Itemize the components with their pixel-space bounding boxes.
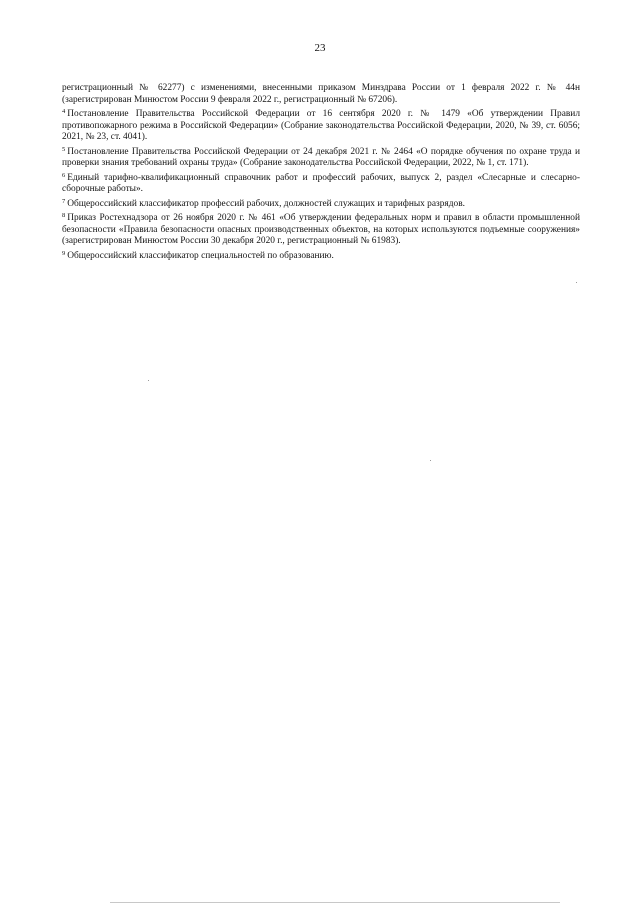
scan-speck	[148, 380, 149, 381]
footnote-marker: 9	[62, 249, 66, 257]
footnote-marker: 6	[62, 171, 66, 179]
footnote-text: Общероссийский классификатор профессий рабочих, должностей служащих и тарифных разрядов.	[67, 198, 465, 209]
footnote-text: Приказ Ростехнадзора от 26 ноября 2020 г. № 461 «Об утверждении федеральных норм и правил в области промышленной безопасности «Правила безопасности опасных производственных объектов, на которых используются подъемные сооружения» (зарегистрирован Минюстом России 30 декабря 2020 г., регистрационный № 61983).	[62, 213, 580, 246]
footnote-text: Единый тарифно-квалификационный справочник работ и профессий рабочих, выпуск 2, раздел «Слесарные и слесарно-сборочные работы».	[62, 172, 580, 194]
footnote-text: Общероссийский классификатор специальностей по образованию.	[67, 250, 334, 261]
footnote-marker: 5	[62, 145, 66, 153]
footnote-7	[62, 196, 580, 211]
footnote-text: регистрационный № 62277) с изменениями, внесенными приказом Минздрава России от 1 февраля 2022 г. № 44н (зарегистрирован Минюстом России 9 февраля 2022 г., регистрационный № 67206).	[62, 83, 580, 105]
footnote-marker: 8	[62, 212, 66, 219]
page-number: 23	[314, 42, 326, 54]
scan-speck	[430, 460, 431, 461]
footnote-text: Постановление Правительства Российской Федерации от 16 сентября 2020 г. № 1479 «Об утверждении Правил противопожарного режима в Российской Федерации» (Собрание законодательства Российской Федерации, 2020, № 39, ст. 6056; 2021, № 23, ст. 4041).	[62, 109, 580, 142]
footnote-text: Постановление Правительства Российской Федерации от 24 декабря 2021 г. № 2464 «О порядке обучения по охране труда и проверки знания требований охраны труда» (Собрание законодательства Российской Федерации, 2022, № 1, ст. 171).	[62, 146, 580, 168]
footnote-6	[62, 170, 580, 196]
footnote-marker: 7	[62, 197, 66, 205]
scan-speck	[576, 282, 577, 283]
footnote-8	[62, 210, 580, 248]
footnote-continuation	[62, 83, 580, 106]
scan-edge-line	[110, 902, 560, 903]
footnote-5	[62, 144, 580, 170]
footnote-9	[62, 248, 580, 263]
footnote-4	[62, 106, 580, 144]
footnotes-block	[62, 83, 580, 262]
footnote-marker: 4	[62, 108, 66, 115]
